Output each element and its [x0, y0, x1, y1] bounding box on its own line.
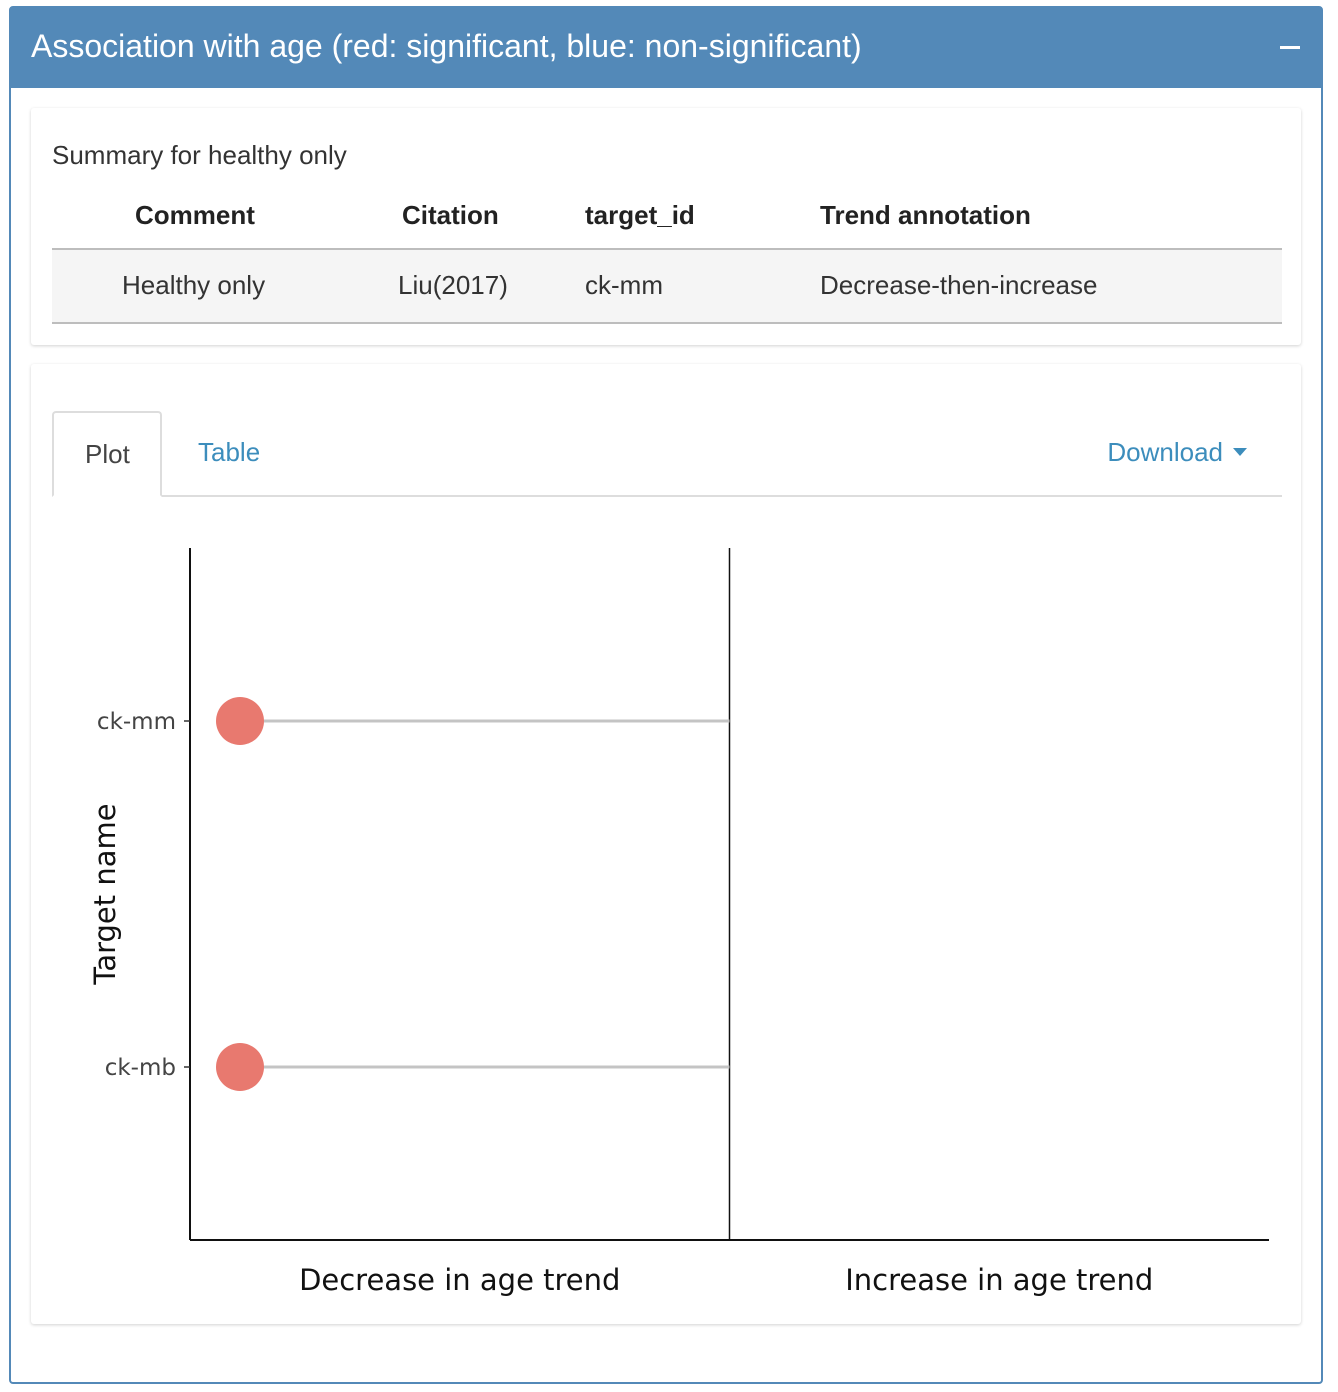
column-header-citation: Citation: [402, 200, 499, 230]
data-point: [216, 697, 264, 745]
minus-icon: [1280, 46, 1300, 49]
plot-card: [31, 364, 1301, 1324]
panel-header: [11, 8, 1321, 88]
y-tick-label: ck-mm: [96, 709, 176, 735]
association-panel: [9, 6, 1323, 1384]
column-header-comment: Comment: [135, 200, 255, 230]
table-row: [52, 250, 1282, 324]
cell-target-id: ck-mm: [585, 270, 663, 300]
tab-plot-label: Plot: [85, 439, 130, 469]
table-header: [52, 188, 1282, 250]
x-category-label: Decrease in age trend: [299, 1263, 621, 1297]
column-header-target-id: target_id: [585, 200, 695, 230]
y-tick-label: ck-mb: [104, 1055, 176, 1081]
y-axis-title: Target name: [88, 803, 122, 985]
summary-card: [31, 108, 1301, 345]
summary-title: Summary for healthy only: [52, 140, 347, 170]
collapse-button[interactable]: [1277, 28, 1303, 68]
column-header-trend-annotation: Trend annotation: [820, 200, 1031, 230]
cell-trend-annotation: Decrease-then-increase: [820, 270, 1098, 300]
cell-citation: Liu(2017): [398, 270, 508, 300]
tab-table-label: Table: [198, 437, 261, 467]
x-category-label: Increase in age trend: [845, 1263, 1154, 1297]
panel-title: Association with age (red: significant, blue: non-significant): [31, 28, 862, 64]
cell-comment: Healthy only: [122, 270, 266, 300]
download-label: Download: [1107, 437, 1223, 467]
age-trend-chart: [31, 364, 1301, 1324]
data-point: [216, 1043, 264, 1091]
